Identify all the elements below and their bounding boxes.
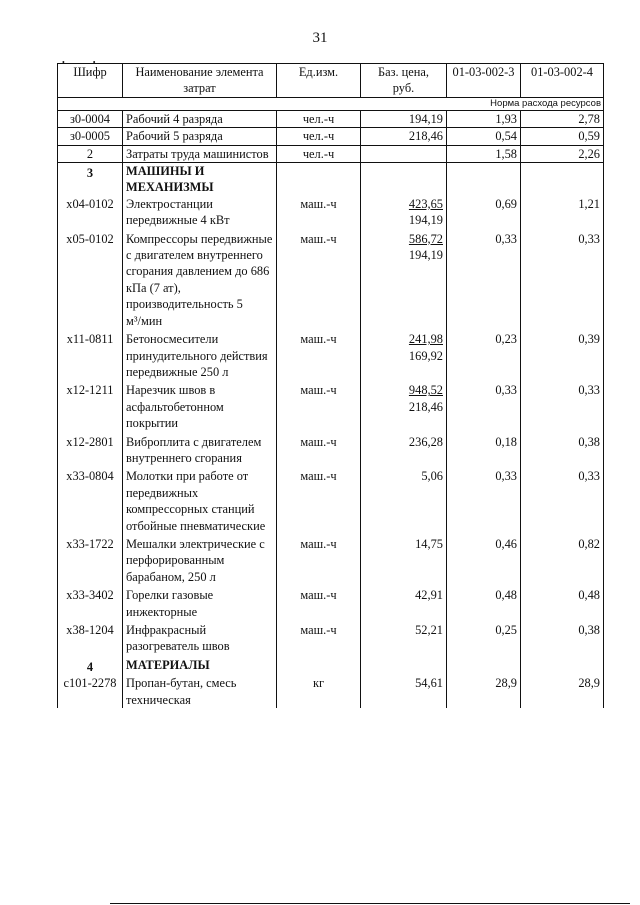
table-row [58, 231, 604, 331]
table-row [58, 145, 604, 162]
norm-label: Норма расхода ресурсов [58, 97, 604, 110]
cell-unit: маш.-ч [277, 434, 361, 469]
cell-norm-a: 0,69 [447, 196, 521, 231]
cell-norm-b: 0,48 [521, 587, 604, 622]
cell-norm-b: 2,78 [521, 110, 604, 127]
table-row [58, 587, 604, 622]
cell-price-salary: 194,19 [408, 248, 443, 263]
table-row [58, 331, 604, 382]
cell-empty [521, 163, 604, 196]
cell-norm-a: 1,93 [447, 110, 521, 127]
cell-name-line: МАТЕРИАЛЫ [126, 657, 210, 672]
cell-norm-a: 28,9 [447, 675, 521, 708]
table-row [58, 128, 604, 145]
cell-norm-a: 0,33 [447, 231, 521, 331]
cell-name-line: внутреннего сгорания [126, 450, 242, 465]
cell-code: х11-0811 [58, 331, 123, 382]
cell-norm-a: 0,48 [447, 587, 521, 622]
cell-price [361, 675, 447, 708]
cell-code: х38-1204 [58, 622, 123, 657]
cell-norm-b: 0,33 [521, 231, 604, 331]
cell-unit: маш.-ч [277, 331, 361, 382]
cell-norm-a: 0,33 [447, 468, 521, 536]
cell-price-value: 423,65 [408, 196, 443, 211]
cell-empty [277, 657, 361, 675]
cell-empty [447, 163, 521, 196]
cell-code: з0-0004 [58, 110, 123, 127]
cell-name [123, 657, 277, 675]
cell-name-line: Горелки газовые [126, 588, 214, 603]
cell-name-line: отбойные пневматические [126, 518, 266, 533]
cell-norm-b: 1,21 [521, 196, 604, 231]
cell-code: 3 [58, 163, 123, 196]
cell-price [361, 110, 447, 127]
cell-name [123, 196, 277, 231]
cell-code: с101-2278 [58, 675, 123, 708]
cell-price-value: 5,06 [421, 469, 443, 484]
cell-unit: маш.-ч [277, 587, 361, 622]
header-name-line1: Наименование элемента [135, 65, 264, 79]
cell-empty [521, 657, 604, 675]
cell-name [123, 110, 277, 127]
cell-price-value: 241,98 [408, 332, 443, 347]
cell-norm-b: 28,9 [521, 675, 604, 708]
table-row [58, 196, 604, 231]
cell-norm-b: 0,33 [521, 382, 604, 433]
table-header-row [58, 64, 604, 98]
cell-name-line: Компрессоры передвижные [126, 231, 273, 246]
cell-name-line: принудительного действия [126, 348, 268, 363]
section-row [58, 163, 604, 196]
table-row [58, 110, 604, 127]
header-col-a: 01-03-002-3 [447, 64, 521, 98]
section-row [58, 657, 604, 675]
cell-price-salary: 194,19 [408, 213, 443, 228]
cell-code: х12-1211 [58, 382, 123, 433]
cell-norm-b: 2,26 [521, 145, 604, 162]
cell-name-line: Рабочий 4 разряда [126, 111, 223, 126]
cell-name-line: Электростанции [126, 196, 213, 211]
cell-code: 2 [58, 145, 123, 162]
cell-code: х04-0102 [58, 196, 123, 231]
cell-unit: маш.-ч [277, 196, 361, 231]
cell-name [123, 382, 277, 433]
cell-name-line: перфорированным [126, 553, 225, 568]
cell-price-value: 54,61 [415, 676, 443, 691]
cell-price [361, 587, 447, 622]
cell-name-line: Нарезчик швов в [126, 383, 216, 398]
cell-unit: маш.-ч [277, 622, 361, 657]
cell-norm-b: 0,39 [521, 331, 604, 382]
header-price-line1: Баз. цена, [377, 65, 430, 79]
cell-code: х33-3402 [58, 587, 123, 622]
cell-price [361, 382, 447, 433]
cell-price [361, 536, 447, 587]
cell-norm-a: 0,46 [447, 536, 521, 587]
cell-price [361, 231, 447, 331]
cell-price-value: 52,21 [415, 623, 443, 637]
cell-name [123, 434, 277, 469]
cell-empty [361, 163, 447, 196]
cell-price [361, 196, 447, 231]
norm-label-row [58, 97, 604, 110]
cell-name-line: Мешалки электрические с [126, 536, 265, 551]
cell-norm-a: 1,58 [447, 145, 521, 162]
cell-code: х12-2801 [58, 434, 123, 469]
cell-name-line: Бетоносмесители [126, 332, 219, 347]
cell-name-line: передвижные 4 кВт [126, 213, 230, 228]
cell-name [123, 622, 277, 657]
cell-name [123, 468, 277, 536]
cell-name [123, 536, 277, 587]
scan-marks: •• [62, 58, 124, 67]
cell-name-line: МАШИНЫ И [126, 164, 205, 179]
cell-norm-b: 0,38 [521, 622, 604, 657]
resource-table [57, 63, 604, 708]
cell-norm-a: 0,23 [447, 331, 521, 382]
cell-name-line: техническая [126, 692, 191, 707]
cell-name-line: передвижные 250 л [126, 364, 229, 379]
table-row [58, 536, 604, 587]
header-unit: Ед.изм. [277, 64, 361, 98]
cell-name [123, 231, 277, 331]
page-number: 31 [312, 30, 328, 46]
cell-name-line: Инфракрасный [126, 623, 207, 637]
cell-code: х33-1722 [58, 536, 123, 587]
cell-name-line: Молотки при работе от [126, 469, 249, 484]
cell-norm-b: 0,33 [521, 468, 604, 536]
cell-name [123, 587, 277, 622]
header-name [123, 64, 277, 98]
cell-norm-b: 0,59 [521, 128, 604, 145]
cell-code: 4 [58, 657, 123, 675]
cell-unit: маш.-ч [277, 468, 361, 536]
cell-unit: кг [277, 675, 361, 708]
cell-price [361, 331, 447, 382]
cell-name-line: производительность 5 [126, 297, 243, 312]
cell-name [123, 145, 277, 162]
cell-norm-b: 0,38 [521, 434, 604, 469]
table-row [58, 675, 604, 708]
cell-norm-a: 0,18 [447, 434, 521, 469]
cell-norm-a: 0,54 [447, 128, 521, 145]
cell-price-value: 218,46 [408, 129, 443, 144]
cell-name-line: асфальтобетонном [126, 399, 224, 414]
cell-empty [361, 657, 447, 675]
cell-price-value: 194,19 [408, 111, 443, 126]
bottom-rule [110, 903, 630, 904]
cell-norm-a: 0,33 [447, 382, 521, 433]
cell-name-line: передвижных [126, 485, 199, 500]
cell-name-line: инжекторные [126, 604, 198, 619]
header-price-line2: руб. [392, 81, 415, 96]
cell-price-value: 42,91 [415, 588, 443, 603]
cell-name-line: компрессорных станций [126, 502, 255, 517]
cell-name-line: МЕХАНИЗМЫ [126, 180, 214, 195]
cell-name-line: Затраты труда машинистов [126, 146, 269, 161]
cell-price [361, 145, 447, 162]
cell-price-value: 586,72 [408, 231, 443, 246]
cell-unit: маш.-ч [277, 536, 361, 587]
cell-name-line: сгорания давлением до 686 [126, 264, 270, 279]
cell-price-value: 236,28 [408, 434, 443, 449]
header-name-line2: затрат [183, 81, 216, 96]
cell-unit: чел.-ч [277, 110, 361, 127]
cell-name-line: с двигателем внутреннего [126, 248, 263, 263]
cell-code: з0-0005 [58, 128, 123, 145]
cell-name [123, 331, 277, 382]
table-row [58, 622, 604, 657]
header-code: Шифр [58, 64, 123, 98]
cell-code: х05-0102 [58, 231, 123, 331]
cell-price [361, 128, 447, 145]
table-row [58, 468, 604, 536]
cell-norm-a: 0,25 [447, 622, 521, 657]
cell-price [361, 622, 447, 657]
cell-name-line: покрытии [126, 416, 179, 431]
cell-name-line: кПа (7 ат), [126, 280, 181, 295]
cell-unit: маш.-ч [277, 382, 361, 433]
cell-name [123, 675, 277, 708]
cell-price-salary: 169,92 [408, 348, 443, 363]
cell-unit: чел.-ч [277, 128, 361, 145]
cell-price-salary: 218,46 [408, 399, 443, 414]
header-col-b: 01-03-002-4 [521, 64, 604, 98]
table-row [58, 382, 604, 433]
cell-name-line: Виброплита с двигателем [126, 434, 262, 449]
cell-code: х33-0804 [58, 468, 123, 536]
cell-name-line: Пропан-бутан, смесь [126, 676, 237, 691]
cell-price-value: 14,75 [415, 536, 443, 551]
cell-name-line: Рабочий 5 разряда [126, 129, 223, 144]
cell-empty [447, 657, 521, 675]
cell-price [361, 468, 447, 536]
cell-price [361, 434, 447, 469]
header-price [361, 64, 447, 98]
cell-name-line: разогреватель швов [126, 639, 230, 654]
cell-norm-b: 0,82 [521, 536, 604, 587]
cell-empty [277, 163, 361, 196]
cell-price-value: 948,52 [408, 383, 443, 398]
table-row [58, 434, 604, 469]
cell-unit: чел.-ч [277, 145, 361, 162]
cell-unit: маш.-ч [277, 231, 361, 331]
cell-name-line: м³/мин [126, 313, 163, 328]
cell-name-line: барабаном, 250 л [126, 569, 216, 584]
cell-name [123, 163, 277, 196]
cell-name [123, 128, 277, 145]
